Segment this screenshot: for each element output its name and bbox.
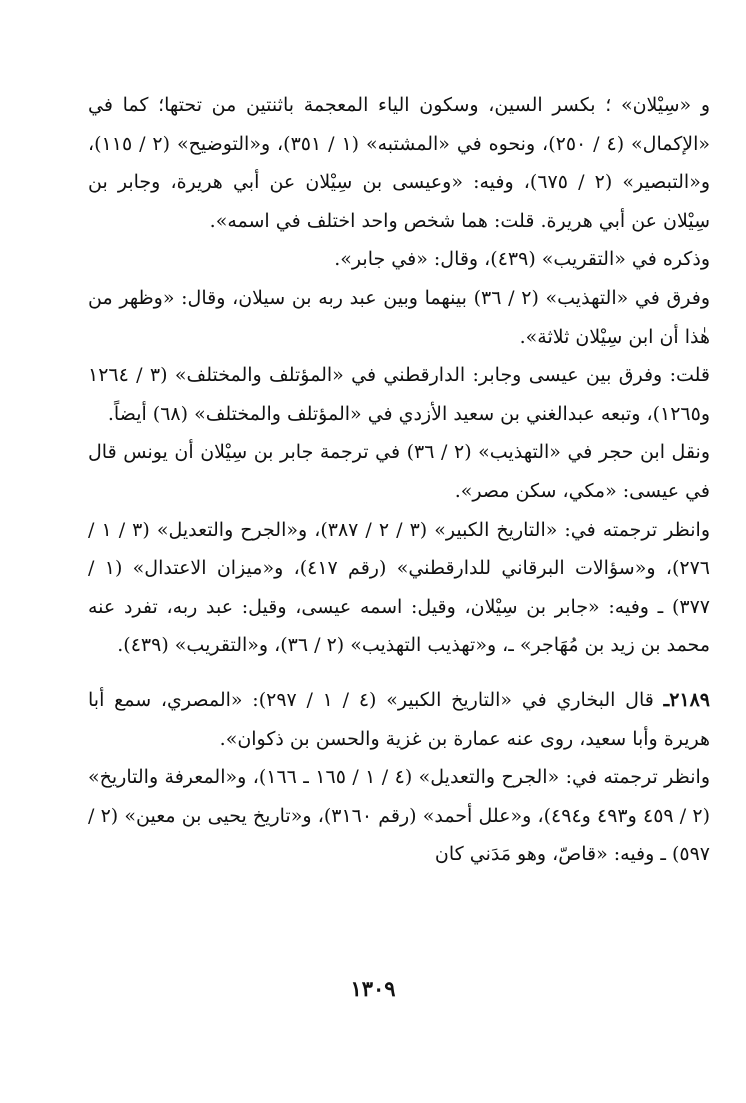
paragraph: وفرق في «التهذيب» (٢ / ٣٦) بينهما وبين عبد ربه بن سيلان، وقال: «وظهر من هٰذا أن ابن سِيْلان ثلاثة». xyxy=(88,286,711,348)
entry-2189 xyxy=(88,681,710,758)
paragraph: ونقل ابن حجر في «التهذيب» (٢ / ٣٦) في ترجمة جابر بن سِيْلان أن يونس قال في عيسى: «مكي، سكن مصر». xyxy=(88,441,711,502)
entry-text: قال البخاري في «التاريخ الكبير» (٤ / ١ / ٢٩٧): «المصري، سمع أبا هريرة وأبا سعيد، روى عنه عمارة بن غزية والحسن بن ذكوان». xyxy=(88,688,710,750)
page-body xyxy=(88,86,710,874)
paragraph: قلت: وفرق بين عيسى وجابر: الدارقطني في «المؤتلف والمختلف» (٣ / ١٢٦٤ و١٢٦٥)، وتبعه عبدالغني بن سعيد الأزدي في «المؤتلف والمختلف» (٦٨) أيضاً. xyxy=(88,364,710,425)
entry-number: ٢١٨٩ـ xyxy=(663,688,711,711)
paragraph: وانظر ترجمته في: «التاريخ الكبير» (٣ / ٢ / ٣٨٧)، و«الجرح والتعديل» (٣ / ١ / ٢٧٦)، و«سؤالات البرقاني للدارقطني» (رقم ٤١٧)، و«ميزان الاعتدال» (١ / ٣٧٧) ـ وفيه: «جابر بن سِيْلان، وقيل: اسمه عيسى، وقيل: عبد ربه، تفرد عنه محمد بن زيد بن مُهَاجر» ـ، و«تهذيب التهذيب» (٢ / ٣٦)، و«التقريب» (٤٣٩). xyxy=(88,518,711,657)
entry-continuation: وانظر ترجمته في: «الجرح والتعديل» (٤ / ١ / ١٦٥ ـ ١٦٦)، و«المعرفة والتاريخ» (٢ / ٤٥٩ و٤٩٣ و٤٩٤)، و«علل أحمد» (رقم ٣١٦٠)، و«تاريخ يحيى بن معين» (٢ / ٥٩٧) ـ وفيه: «قاصّ، وهو مَدَني كان xyxy=(88,766,710,866)
paragraph: وذكره في «التقريب» (٤٣٩)، وقال: «في جابر». xyxy=(334,248,710,271)
paragraph: و «سِيْلان» ؛ بكسر السين، وسكون الياء المعجمة باثنتين من تحتها؛ كما في «الإكمال» (٤ / ٢٥٠)، ونحوه في «المشتبه» (١ / ٣٥١)، و«التوضيح» (٢ / ١١٥)، و«التبصير» (٢ / ٦٧٥)، وفيه: «وعيسى بن سِيْلان عن أبي هريرة، وجابر بن سِيْلان عن أبي هريرة. قلت: هما شخص واحد اختلف في اسمه». xyxy=(88,94,711,232)
page-number: ١٣٠٩ xyxy=(350,976,396,1001)
